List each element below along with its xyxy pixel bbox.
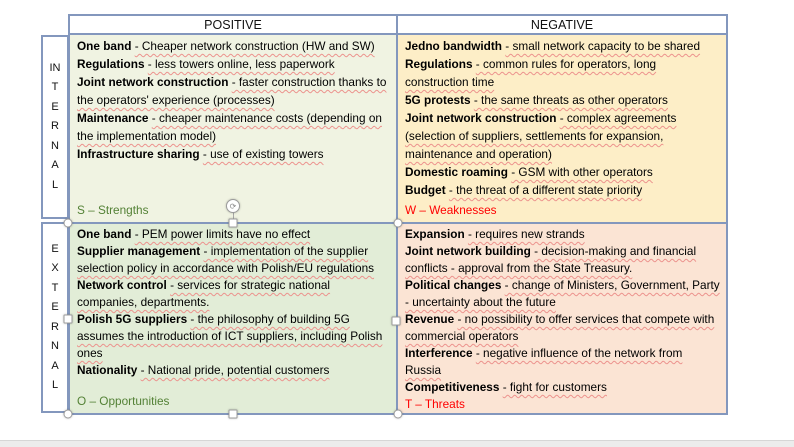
swot-item: Joint network building - decision-making and financial conflicts - approval from the State Treasury. xyxy=(405,244,697,275)
swot-item: Jedno bandwidth - small network capacity to be shared xyxy=(405,39,701,53)
header-positive-label: POSITIVE xyxy=(204,17,262,32)
threats-label: T – Threats xyxy=(405,397,465,411)
weaknesses-cell[interactable] xyxy=(396,33,728,224)
swot-item: Domestic roaming - GSM with other operators xyxy=(405,165,653,179)
row-label-external: EXTERNAL xyxy=(51,242,59,391)
swot-item: Joint network construction - faster construction thanks to the operators' experience (processes) xyxy=(77,75,387,107)
swot-item: Interference - negative influence of the network from Russia xyxy=(405,346,683,377)
selection-handle-middle-right[interactable] xyxy=(392,317,401,326)
swot-item: Regulations - common rules for operators, long construction time xyxy=(405,57,657,89)
swot-item: Infrastructure sharing - use of existing towers xyxy=(77,147,324,161)
row-label-internal: INTERNAL xyxy=(49,61,61,191)
header-negative-label: NEGATIVE xyxy=(530,17,594,32)
opportunities-items xyxy=(77,226,390,379)
swot-item: One band - PEM power limits have no effect xyxy=(77,227,311,241)
opportunities-label: O – Opportunities xyxy=(77,394,170,408)
swot-item: Network control - services for strategic national companies, departments. xyxy=(77,278,331,309)
threats-items xyxy=(405,226,720,396)
selection-handle-top-left[interactable] xyxy=(64,219,73,228)
strengths-cell[interactable] xyxy=(68,33,398,224)
swot-item: Budget - the threat of a different state priority xyxy=(405,183,643,197)
swot-item: 5G protests - the same threats as other operators xyxy=(405,93,668,107)
selection-handle-top-center[interactable] xyxy=(229,219,238,228)
selection-handle-middle-left[interactable] xyxy=(64,315,73,324)
swot-item: Supplier management - implementation of the supplier selection policy in accordance with Polish/EU regulations xyxy=(77,244,375,275)
strengths-label: S – Strengths xyxy=(77,203,149,217)
swot-item: Nationality - National pride, potential customers xyxy=(77,363,330,377)
swot-item: Maintenance - cheaper maintenance costs (depending on the implementation model) xyxy=(77,111,382,143)
swot-item: Polish 5G suppliers - the philosophy of building 5G assumes the introduction of ICT suppliers, including Polish ones xyxy=(77,312,383,360)
workspace-edge xyxy=(0,440,794,447)
weaknesses-items xyxy=(405,37,720,199)
rotation-handle[interactable]: ⟳ xyxy=(226,199,240,213)
swot-item: Revenue - no possibility to offer services that compete with commercial operators xyxy=(405,312,715,343)
row-label-internal-cell[interactable] xyxy=(41,35,69,219)
strengths-items xyxy=(77,37,390,163)
selection-handle-bottom-left[interactable] xyxy=(64,410,73,419)
swot-item: Competitiveness - fight for customers xyxy=(405,380,607,394)
swot-item: One band - Cheaper network construction (HW and SW) xyxy=(77,39,375,53)
swot-item: Joint network construction - complex agreements (selection of suppliers, settlements for expansion, maintenance and operation) xyxy=(405,111,677,161)
swot-item: Political changes - change of Ministers, Government, Party - uncertainty about the future xyxy=(405,278,720,309)
swot-item: Expansion - requires new strands xyxy=(405,227,585,241)
opportunities-cell[interactable] xyxy=(68,222,398,415)
weaknesses-label: W – Weaknesses xyxy=(405,203,497,217)
selection-handle-bottom-right[interactable] xyxy=(394,410,403,419)
threats-cell[interactable] xyxy=(396,222,728,415)
header-cell-positive[interactable] xyxy=(68,14,398,35)
swot-item: Regulations - less towers online, less paperwork xyxy=(77,57,335,71)
selection-handle-top-right[interactable] xyxy=(394,219,403,228)
header-cell-negative[interactable] xyxy=(396,14,728,35)
selection-handle-bottom-center[interactable] xyxy=(229,410,238,419)
